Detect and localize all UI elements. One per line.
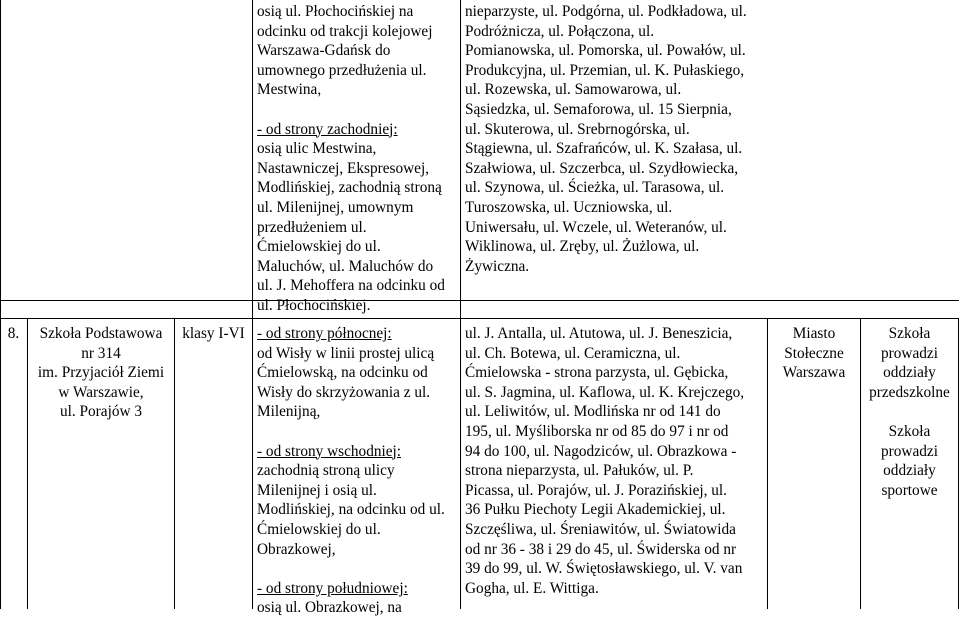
area-line: Ćmielowskiej do ul. <box>257 238 381 256</box>
class-range: klasy I-VI <box>182 325 245 342</box>
east-description: zachodnią stroną ulicy Milenijnej i osią ul. Modlińskiej, na odcinku od ul. Ćmielowskiej do ul. Obrazkowej, <box>257 462 445 558</box>
area-line: Nastawniczej, Ekspresowej, <box>257 159 430 177</box>
street-line: Picassa, ul. Porajów, ul. J. Porazińskiej, ul. <box>465 481 728 499</box>
street-line: Szałwiowa, ul. Szczerbca, ul. Szydłowiecka, <box>465 159 739 177</box>
area-line: Modlińskiej, zachodnią stroną <box>257 179 442 197</box>
area-line <box>257 100 459 120</box>
north-heading: - od strony północnej: <box>257 325 392 342</box>
area-line: ul. Płochocińskiej. <box>257 296 371 314</box>
street-line: ul. Ch. Botewa, ul. Ceramiczna, ul. <box>465 344 681 362</box>
street-line: Stągiewna, ul. Szafrańców, ul. K. Szałasa, ul. <box>465 140 743 158</box>
school-units: Szkoła prowadzi oddziały przedszkolne Szkoła prowadzi oddziały sportowe <box>869 325 950 499</box>
south-heading: - od strony południowej: <box>257 579 408 597</box>
street-line: Szczęśliwa, ul. Śreniawitów, ul. Światowida <box>465 520 736 538</box>
row-divider-bottom <box>0 318 959 319</box>
column-divider-4 <box>460 0 461 609</box>
street-line: strona nieparzysta, ul. Pałuków, ul. P. <box>465 462 694 480</box>
street-line: Żywiczna. <box>465 257 530 275</box>
top-streets-list <box>465 0 765 276</box>
south-description: osią ul. Obrazkowej, na <box>257 599 402 617</box>
area-line: umownego przedłużenia ul. <box>257 61 427 79</box>
street-line: Pomianowska, ul. Pomorska, ul. Powałów, ul. <box>465 42 746 60</box>
street-line: Wiklinowa, ul. Zręby, ul. Żużlowa, ul. <box>465 238 700 256</box>
street-line: ul. Szynowa, ul. Ścieżka, ul. Tarasowa, ul. <box>465 179 725 197</box>
top-area-description <box>257 0 459 316</box>
east-heading: - od strony wschodniej: <box>257 442 402 460</box>
street-line: Uniwersału, ul. Wczele, ul. Weteranów, ul. <box>465 218 727 236</box>
school-name: Szkoła Podstawowa nr 314 im. Przyjaciół Ziemi w Warszawie, ul. Porajów 3 <box>37 325 165 421</box>
street-line: od nr 36 - 38 i 29 do 45, ul. Świderska od nr <box>465 540 737 558</box>
area-line: Warszawa-Gdańsk do <box>257 42 391 60</box>
area-boundaries <box>257 322 459 618</box>
area-line: osią ul. Płochocińskiej na <box>257 3 414 20</box>
column-divider-3 <box>252 0 253 609</box>
street-line: Sąsiedzka, ul. Semaforowa, ul. 15 Sierpnia, <box>465 100 732 118</box>
area-line: ul. Milenijnej, umownym <box>257 198 414 216</box>
table-border-left <box>0 0 1 609</box>
row-divider-top <box>0 300 959 301</box>
street-line: ul. Skuterowa, ul. Srebrnogórska, ul. <box>465 120 690 138</box>
street-line: Ćmielowska - strona parzysta, ul. Gębicka, <box>465 364 729 382</box>
street-line: Turoszowska, ul. Uczniowska, ul. <box>465 198 673 216</box>
area-line: odcinku od trakcji kolejowej <box>257 22 433 40</box>
street-line: nieparzyste, ul. Podgórna, ul. Podkładowa, ul. <box>465 3 747 20</box>
street-line: 36 Pułku Piechoty Legii Akademickiej, ul. <box>465 501 726 519</box>
row8-streets-list <box>465 322 765 598</box>
street-line: Gogha, ul. E. Wittiga. <box>465 579 599 597</box>
area-line: Maluchów, ul. Maluchów do <box>257 257 434 275</box>
street-line: Podróżnicza, ul. Połączona, ul. <box>465 22 655 40</box>
area-line: - od strony zachodniej: <box>257 120 398 138</box>
street-line: ul. Rozewska, ul. Samowarowa, ul. <box>465 81 682 99</box>
street-line: ul. J. Antalla, ul. Atutowa, ul. J. Beneszicia, <box>465 325 733 342</box>
north-description: od Wisły w linii prostej ulicą Ćmielowską, na odcinku od Wisły do skrzyżowania z ul. Milenijną, <box>257 344 435 421</box>
area-line: Mestwina, <box>257 81 322 99</box>
street-line: ul. Leliwitów, ul. Modlińska nr od 141 do <box>465 403 721 421</box>
street-line: Produkcyjna, ul. Przemian, ul. K. Pułaskiego, <box>465 61 745 79</box>
column-divider-2 <box>174 318 175 609</box>
street-line: 195, ul. Myśliborska nr od 85 do 97 i nr od <box>465 422 729 440</box>
governing-body: Miasto Stołeczne Warszawa <box>782 325 846 382</box>
street-line: 94 do 100, ul. Nagodziców, ul. Obrazkowa - <box>465 442 737 460</box>
street-line: 39 do 99, ul. W. Świętosławskiego, ul. V. van <box>465 560 743 578</box>
row-number: 8. <box>7 325 20 342</box>
area-line: przedłużeniem ul. <box>257 218 367 236</box>
area-line: ul. J. Mehoffera na odcinku od <box>257 277 445 295</box>
street-line: ul. S. Jagmina, ul. Kaflowa, ul. K. Krejczego, <box>465 383 745 401</box>
area-line: osią ulic Mestwina, <box>257 140 377 158</box>
